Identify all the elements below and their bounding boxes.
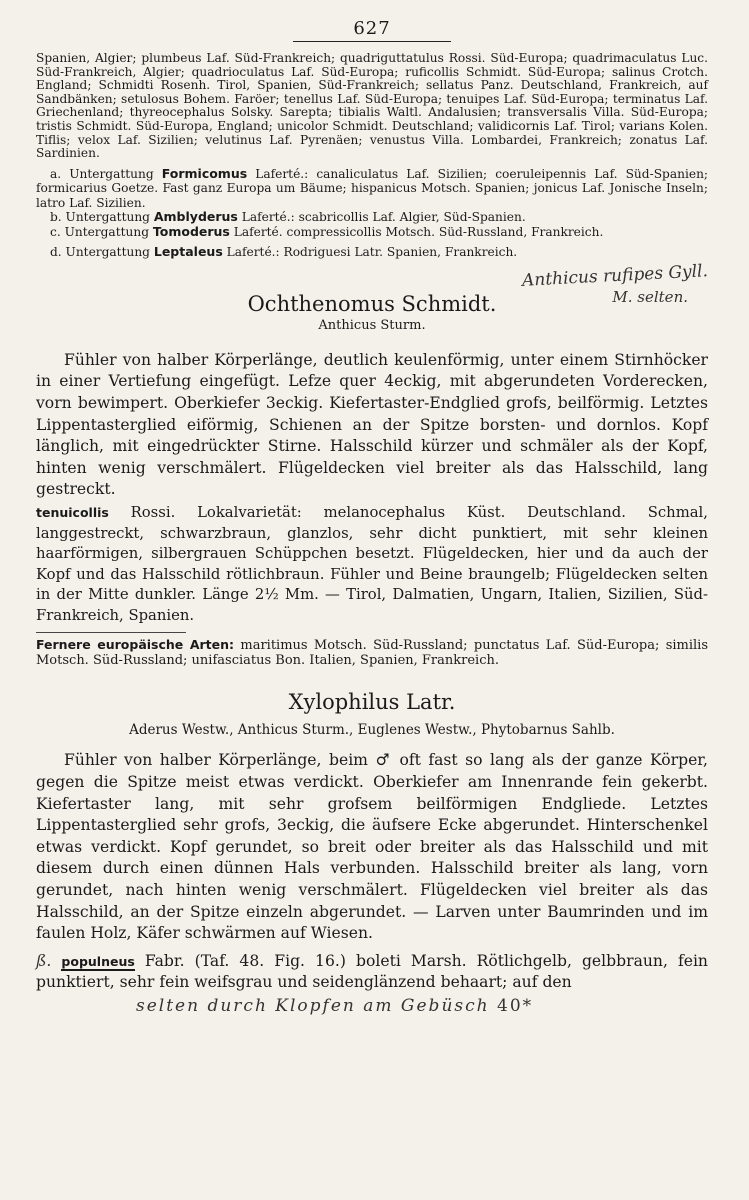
subgenus-c: c. Untergattung Tomoderus Laferté. compressicollis Motsch. Süd-Russland, Frankreich.: [50, 223, 604, 239]
genus-description-xylophilus: Fühler von halber Körperlänge, beim ♂ oft fast so lang als der ganze Körper, gegen die Spitze meist etwas verdickt. Oberkiefer am Innenrande fein gekerbt. Kiefertaster lang, mit sehr grofsem beilförmigen Endgliede. Letztes Lippentasterglied sehr grofs, 3eckig, die äufsere Ecke abgerundet. Hinterschenkel etwas verdickt. Kopf gerundet, so breit oder breiter als das Halsschild und mit diesem durch einen dünnen Hals verbunden. Halsschild breiter als lang, vorn gerundet, nach hinten wenig verschmälert. Flügeldecken viel breiter als das Halsschild, an der Spitze einzeln abgerundet. — Larven unter Baumrinden und im faulen Holz, Käfer schwärmen auf Wiesen.: [36, 751, 708, 943]
page-number: 627: [36, 18, 708, 42]
genus-title-xylophilus: Xylophilus Latr.: [288, 690, 456, 715]
species-list-block: Spanien, Algier; plumbeus Laf. Süd-Frankreich; quadriguttatulus Rossi. Süd-Europa; quadrimaculatus Luc. Süd-Frankreich, Algier; quadrioculatus Laf. Süd-Europa; ruficollis Schmidt. Süd-Europa; salinus Crotch. England; Schmidti Rosenh. Tirol, Spanien, Süd-Frankreich; sellatus Panz. Deutschland, Frankreich, auf Sandbänken; setulosus Bohem. Faröer; tenellus Laf. Süd-Europa; tenuipes Laf. Süd-Europa; terminatus Laf. Griechenland; thyreocephalus Solsky. Sarepta; tibialis Waltl. Andalusien; transversalis Villa. Süd-Europa; tristis Schmidt. Süd-Europa, England; unicolor Schmidt. Deutschland; validicornis Laf. Tirol; varians Kolen. Tiflis; velox Laf. Sizilien; velutinus Laf. Pyrenäen; venustus Villa. Lombardei, Frankreich; zonatus Laf. Sardinien.: [36, 51, 708, 161]
further-species: Fernere europäische Arten: maritimus Motsch. Süd-Russland; punctatus Laf. Süd-Europa; similis Motsch. Süd-Russland; unifasciatus Bon. Italien, Spanien, Frankreich.: [36, 637, 708, 669]
handwritten-note: Anthicus rufipes Gyll.: [521, 260, 709, 291]
genus-title: Ochthenomus Schmidt.: [247, 291, 497, 316]
handwritten-note-2: M. selten.: [612, 287, 688, 306]
species-entry: tenuicollis Rossi. Lokalvarietät: melanocephalus Küst. Deutschland. Schmal, langgestreckt, schwarzbraun, glanzlos, sehr dicht punktiert, mit sehr kleinen haarförmigen, silbergrauen Schüppchen besetzt. Flügeldecken, hier und da auch der Kopf und das Halsschild rötlichbraun. Fühler und Beine braungelb; Flügeldecken selten in der Mitte dunkler. Länge 2½ Mm. — Tirol, Dalmatien, Ungarn, Italien, Sizilien, Süd-Frankreich, Spanien.: [36, 503, 708, 624]
genus-description: Fühler von halber Körperlänge, deutlich keulenförmig, unter einem Stirnhöcker in einer Vertiefung eingefügt. Lefze quer 4eckig, mit abgerundeten Vorderecken, vorn bewimpert. Oberkiefer 3eckig. Kiefertaster-Endglied grofs, beilförmig. Letztes Lippentasterglied eiförmig, Schienen an der Spitze borsten- und dornlos. Kopf länglich, mit eingedrückter Stirne. Halsschild kürzer und schmäler als der Kopf, hinten wenig verschmälert. Flügeldecken viel breiter als das Halsschild, lang gestreckt.: [36, 350, 708, 499]
genus-synonym: Anthicus Sturm.: [318, 317, 426, 333]
handwritten-footer-note: selten durch Klopfen am Gebüsch 40*: [136, 996, 534, 1016]
subgenus-b: b. Untergattung Amblyderus Laferté.: scabricollis Laf. Algier, Süd-Spanien.: [50, 209, 526, 225]
subgenus-d: d. Untergattung Leptaleus Laferté.: Rodriguesi Latr. Spanien, Frankreich.: [50, 244, 518, 260]
divider: [36, 632, 186, 633]
species-entry-populneus: ß. populneus Fabr. (Taf. 48. Fig. 16.) boleti Marsh. Rötlichgelb, gelbbraun, fein punktiert, sehr fein weifsgrau und seidenglänzend behaart; auf den: [36, 951, 708, 992]
genus-synonyms: Aderus Westw., Anthicus Sturm., Euglenes Westw., Phytobarnus Sahlb.: [129, 722, 615, 739]
document-page: [36, 18, 708, 1016]
genus-header-ochthenomus: [36, 260, 709, 333]
subgenus-a: a. Untergattung Formicomus Laferté.: canaliculatus Laf. Sizilien; coeruleipennis Laf. Süd-Spanien; formicarius Goetze. Fast ganz Europa um Bäume; hispanicus Motsch. Spanien; jonicus Laf. Jonische Inseln; latro Laf. Sizilien.: [36, 165, 709, 210]
